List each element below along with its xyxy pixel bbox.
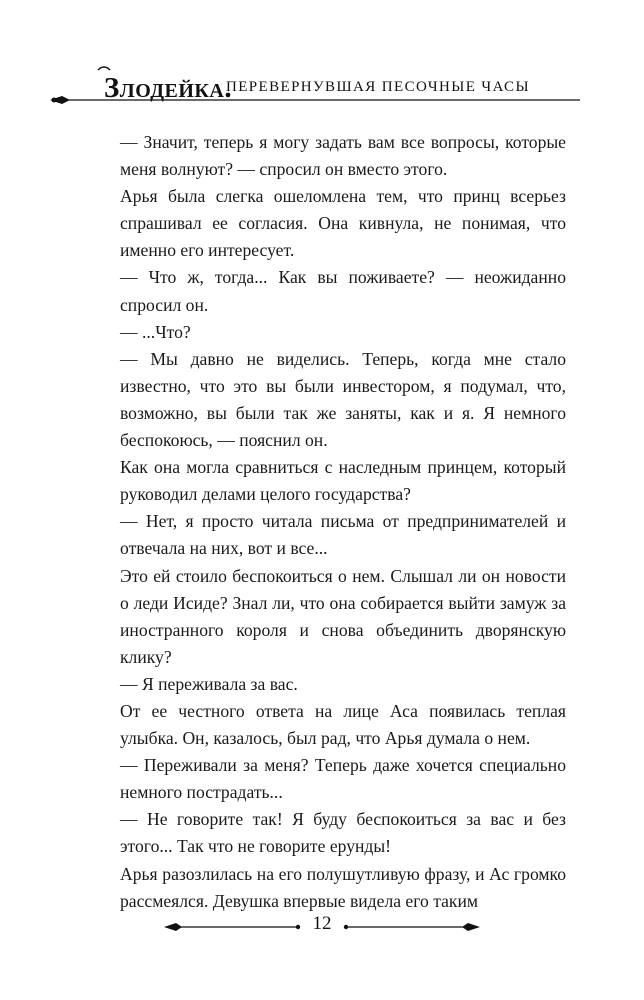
page-number: 12 (312, 913, 332, 934)
paragraph: — Что ж, тогда... Как вы поживаете? — неожиданно спросил он. (120, 267, 566, 315)
paragraph: Арья разозлилась на его полушутливую фразу, и Ас громко рассмеялся. Девушка впервые видела его таким (120, 863, 566, 911)
paragraph: — Значит, теперь я могу задать вам все вопросы, которые меня волнуют? — спросил он вместо этого. (120, 132, 566, 180)
paragraph: От ее честного ответа на лице Аса появилась теплая улыбка. Он, казалось, был рад, что Арья думала о нем. (120, 700, 566, 749)
paragraph: Арья была слегка ошеломлена тем, что принц всерьез спрашивал ее согласия. Она кивнула, не понимая, что именно его интересует. (120, 186, 566, 261)
book-subtitle: ПЕРЕВЕРНУВШАЯ ПЕСОЧНЫЕ ЧАСЫ (226, 79, 530, 95)
page-footer (0, 911, 644, 941)
paragraph: — Не говорите так! Я буду беспокоиться за вас и без этого... Так что не говорите ерунды! (120, 809, 566, 857)
paragraph: — Переживали за меня? Теперь даже хочется специально немного пострадать... (120, 755, 566, 803)
paragraph: — Я переживала за вас. (120, 673, 298, 694)
paragraph: — Мы давно не виделись. Теперь, когда мне стало известно, что это вы были инвестором, я подумал, что, возможно, вы были так же заняты, как и я. Я немного беспокоюсь, — пояснил он. (120, 348, 566, 451)
paragraph: — ...Что? (120, 321, 191, 342)
paragraph: Как она могла сравниться с наследным принцем, который руководил делами целого государства? (120, 457, 566, 505)
paragraph: — Нет, я просто читала письма от предпринимателей и отвечала на них, вот и все... (120, 511, 566, 559)
book-brand-title: Злодейка. (104, 72, 233, 104)
running-header (0, 62, 644, 118)
paragraph: Это ей стоило беспокоиться о нем. Слышал ли он новости о леди Исиде? Знал ли, что она собирается выйти замуж за иностранного короля и снова объединить дворянскую клику? (120, 565, 566, 667)
page-body (120, 129, 566, 915)
